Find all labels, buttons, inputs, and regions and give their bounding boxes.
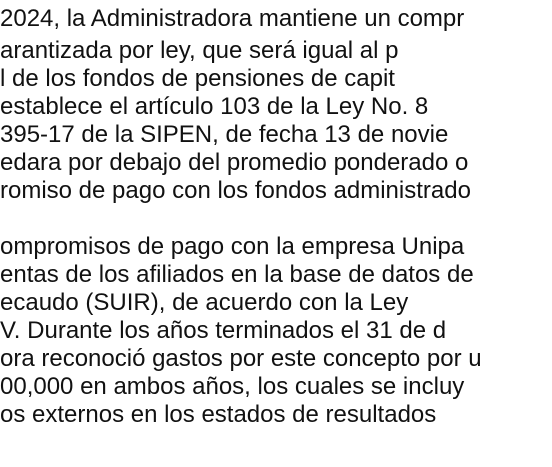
text-line: establece el artículo 103 de la Ley No. 8 — [0, 93, 429, 120]
text-line: ora reconoció gastos por este concepto por u — [0, 345, 482, 372]
text-line: l de los fondos de pensiones de capit — [0, 65, 395, 92]
text-line: 395-17 de la SIPEN, de fecha 13 de novie — [0, 121, 449, 148]
text-line: entas de los afiliados en la base de datos de — [0, 261, 474, 288]
text-line: romiso de pago con los fondos administrado — [0, 177, 471, 204]
text-line: ompromisos de pago con la empresa Unipa — [0, 233, 465, 260]
text-line: 00,000 en ambos años, los cuales se incluy — [0, 373, 465, 400]
text-line: 2024, la Administradora mantiene un compr — [0, 5, 465, 32]
text-line: V. Durante los años terminados el 31 de d — [0, 317, 447, 344]
text-line: arantizada por ley, que será igual al p — [0, 37, 399, 64]
text-line: edara por debajo del promedio ponderado o — [0, 149, 469, 176]
text-line: ecaudo (SUIR), de acuerdo con la Ley — [0, 289, 409, 316]
text-line: os externos en los estados de resultados — [0, 401, 437, 428]
